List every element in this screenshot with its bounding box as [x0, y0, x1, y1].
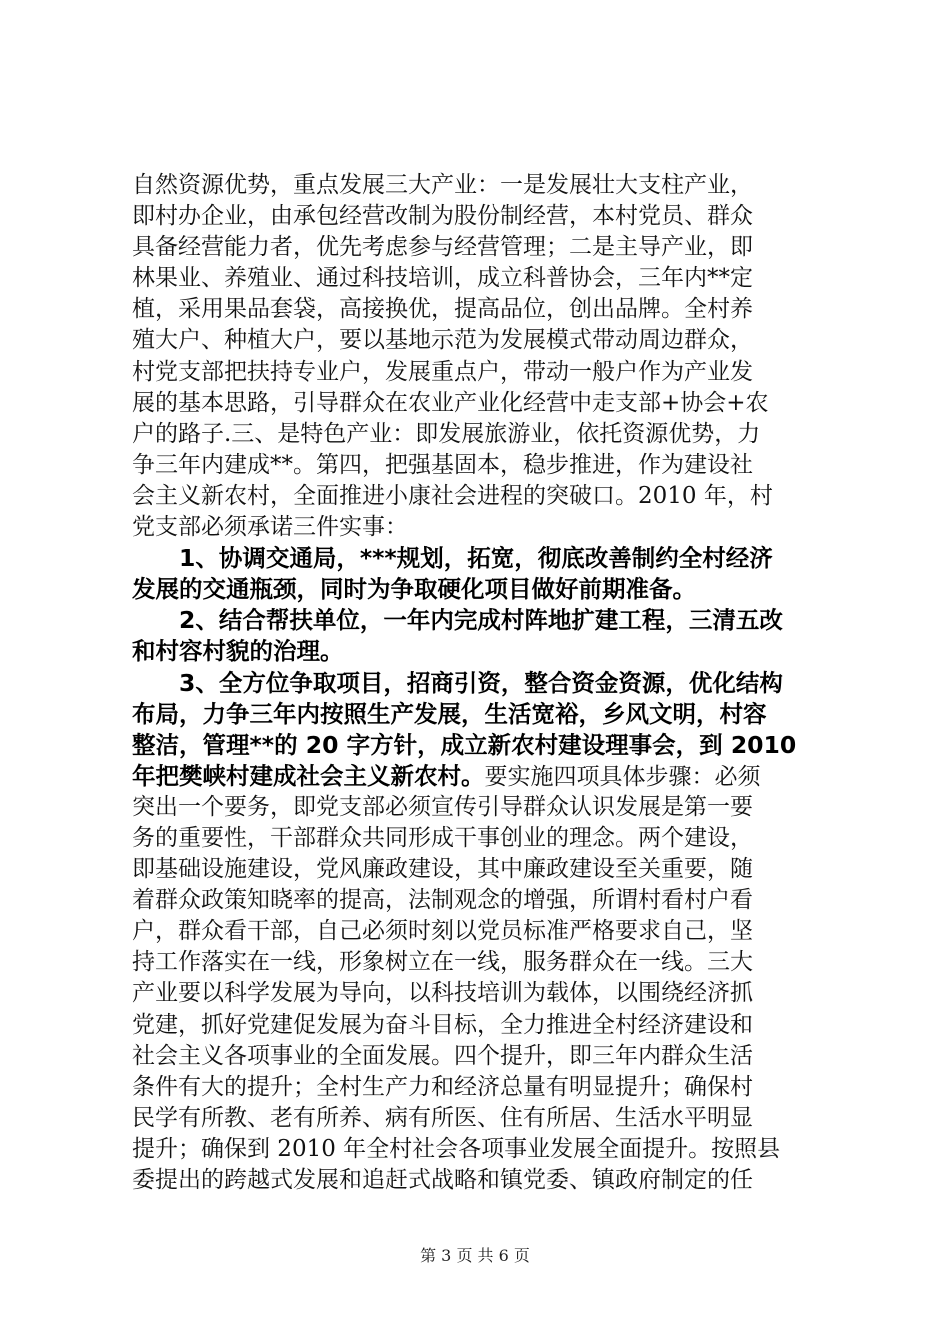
text-segment: 植，采用果品套袋，高接换优，提高品位，创出品牌。全村养: [132, 296, 753, 323]
bold-text-segment: 整洁，管理**的 20 字方针，成立新农村建设理事会，到 2010: [132, 730, 797, 759]
text-segment: 务的重要性，干部群众共同形成干事创业的理念。两个建设，: [132, 824, 753, 851]
text-segment: 着群众政策知晓率的提高，法制观念的增强，所谓村看村户看: [132, 887, 753, 914]
text-line: [132, 543, 832, 574]
text-line: [132, 947, 832, 978]
bold-text-segment: 1、协调交通局，***规划，拓宽，彻底改善制约全村经济: [132, 544, 773, 573]
text-line: [132, 388, 832, 419]
text-segment: 委提出的跨越式发展和追赶式战略和镇党委、镇政府制定的任: [132, 1167, 753, 1193]
text-line: [132, 823, 832, 854]
text-line: [132, 916, 832, 947]
text-segment: 殖大户、种植大户，要以基地示范为发展模式带动周边群众，: [132, 327, 753, 354]
text-segment: 自然资源优势，重点发展三大产业：一是发展壮大支柱产业，: [132, 172, 753, 198]
text-line: [132, 1072, 832, 1103]
text-line: [132, 792, 832, 823]
text-line: [132, 201, 832, 232]
text-line: [132, 730, 832, 761]
text-segment: 党建，抓好党建促发展为奋斗目标，全力推进全村经济建设和: [132, 1011, 753, 1038]
text-line: [132, 885, 832, 916]
text-segment: 持工作落实在一线，形象树立在一线，服务群众在一线。三大: [132, 949, 753, 976]
text-line: [132, 325, 832, 356]
text-segment: 户，群众看干部，自己必须时刻以党员标准严格要求自己，坚: [132, 918, 753, 945]
text-line: [132, 699, 832, 730]
text-segment: 争三年内建成**。第四，把强基固本，稳步推进，作为建设社: [132, 451, 753, 478]
text-line: [132, 481, 832, 512]
bold-text-segment: 布局，力争三年内按照生产发展，生活宽裕，乡风文明，村容: [132, 699, 767, 728]
text-segment: 社会主义各项事业的全面发展。四个提升，即三年内群众生活: [132, 1042, 753, 1069]
text-line: [132, 1041, 832, 1072]
text-segment: 提升；确保到 2010 年全村社会各项事业发展全面提升。按照县: [132, 1135, 781, 1162]
text-line: [132, 450, 832, 481]
text-line: [132, 1165, 832, 1196]
page-footer: 第 3 页 共 6 页: [420, 1246, 530, 1265]
text-line: [132, 357, 832, 388]
text-line: [132, 978, 832, 1009]
text-line: [132, 512, 832, 543]
text-segment: 条件有大的提升；全村生产力和经济总量有明显提升；确保村: [132, 1073, 753, 1100]
bold-text-segment: 年把樊峡村建成社会主义新农村。: [132, 761, 485, 790]
text-line: [132, 1134, 832, 1165]
text-segment: 党支部必须承诺三件实事：: [132, 514, 408, 541]
text-segment: 即基础设施建设，党风廉政建设，其中廉政建设至关重要，随: [132, 856, 753, 883]
text-line: [132, 419, 832, 450]
text-segment: 林果业、养殖业、通过科技培训，成立科普协会，三年内**定: [132, 265, 753, 292]
bold-text-segment: 和村容村貌的治理。: [132, 637, 344, 666]
text-segment: 民学有所教、老有所养、病有所医、住有所居、生活水平明显: [132, 1104, 753, 1131]
text-line: [132, 854, 832, 885]
text-line: [132, 636, 832, 667]
text-line: [132, 1103, 832, 1134]
text-line: [132, 1010, 832, 1041]
text-line: [132, 294, 832, 325]
text-segment: 村党支部把扶持专业户，发展重点户，带动一般户作为产业发: [132, 358, 753, 385]
document-body: [132, 170, 832, 1196]
bold-text-segment: 2、结合帮扶单位，一年内完成村阵地扩建工程，三清五改: [132, 606, 783, 635]
text-line: [132, 605, 832, 636]
bold-text-segment: 发展的交通瓶颈，同时为争取硬化项目做好前期准备。: [132, 575, 696, 604]
text-line: [132, 232, 832, 263]
text-line: [132, 761, 832, 792]
text-line: [132, 263, 832, 294]
text-line: [132, 170, 832, 201]
text-segment: 展的基本思路，引导群众在农业产业化经营中走支部+协会+农: [132, 389, 769, 416]
text-segment: 要实施四项具体步骤：必须: [484, 763, 761, 790]
text-segment: 户的路子.三、是特色产业：即发展旅游业，依托资源优势，力: [132, 420, 761, 447]
text-line: [132, 668, 832, 699]
text-line: [132, 574, 832, 605]
text-segment: 具备经营能力者，优先考虑参与经营管理；二是主导产业，即: [132, 234, 753, 261]
text-segment: 产业要以科学发展为导向，以科技培训为载体，以围绕经济抓: [132, 980, 753, 1007]
text-segment: 即村办企业，由承包经营改制为股份制经营，本村党员、群众: [132, 203, 753, 230]
bold-text-segment: 3、全方位争取项目，招商引资，整合资金资源，优化结构: [132, 668, 783, 697]
text-segment: 会主义新农村，全面推进小康社会进程的突破口。2010 年，村: [132, 482, 773, 509]
text-segment: 突出一个要务，即党支部必须宣传引导群众认识发展是第一要: [132, 793, 753, 820]
